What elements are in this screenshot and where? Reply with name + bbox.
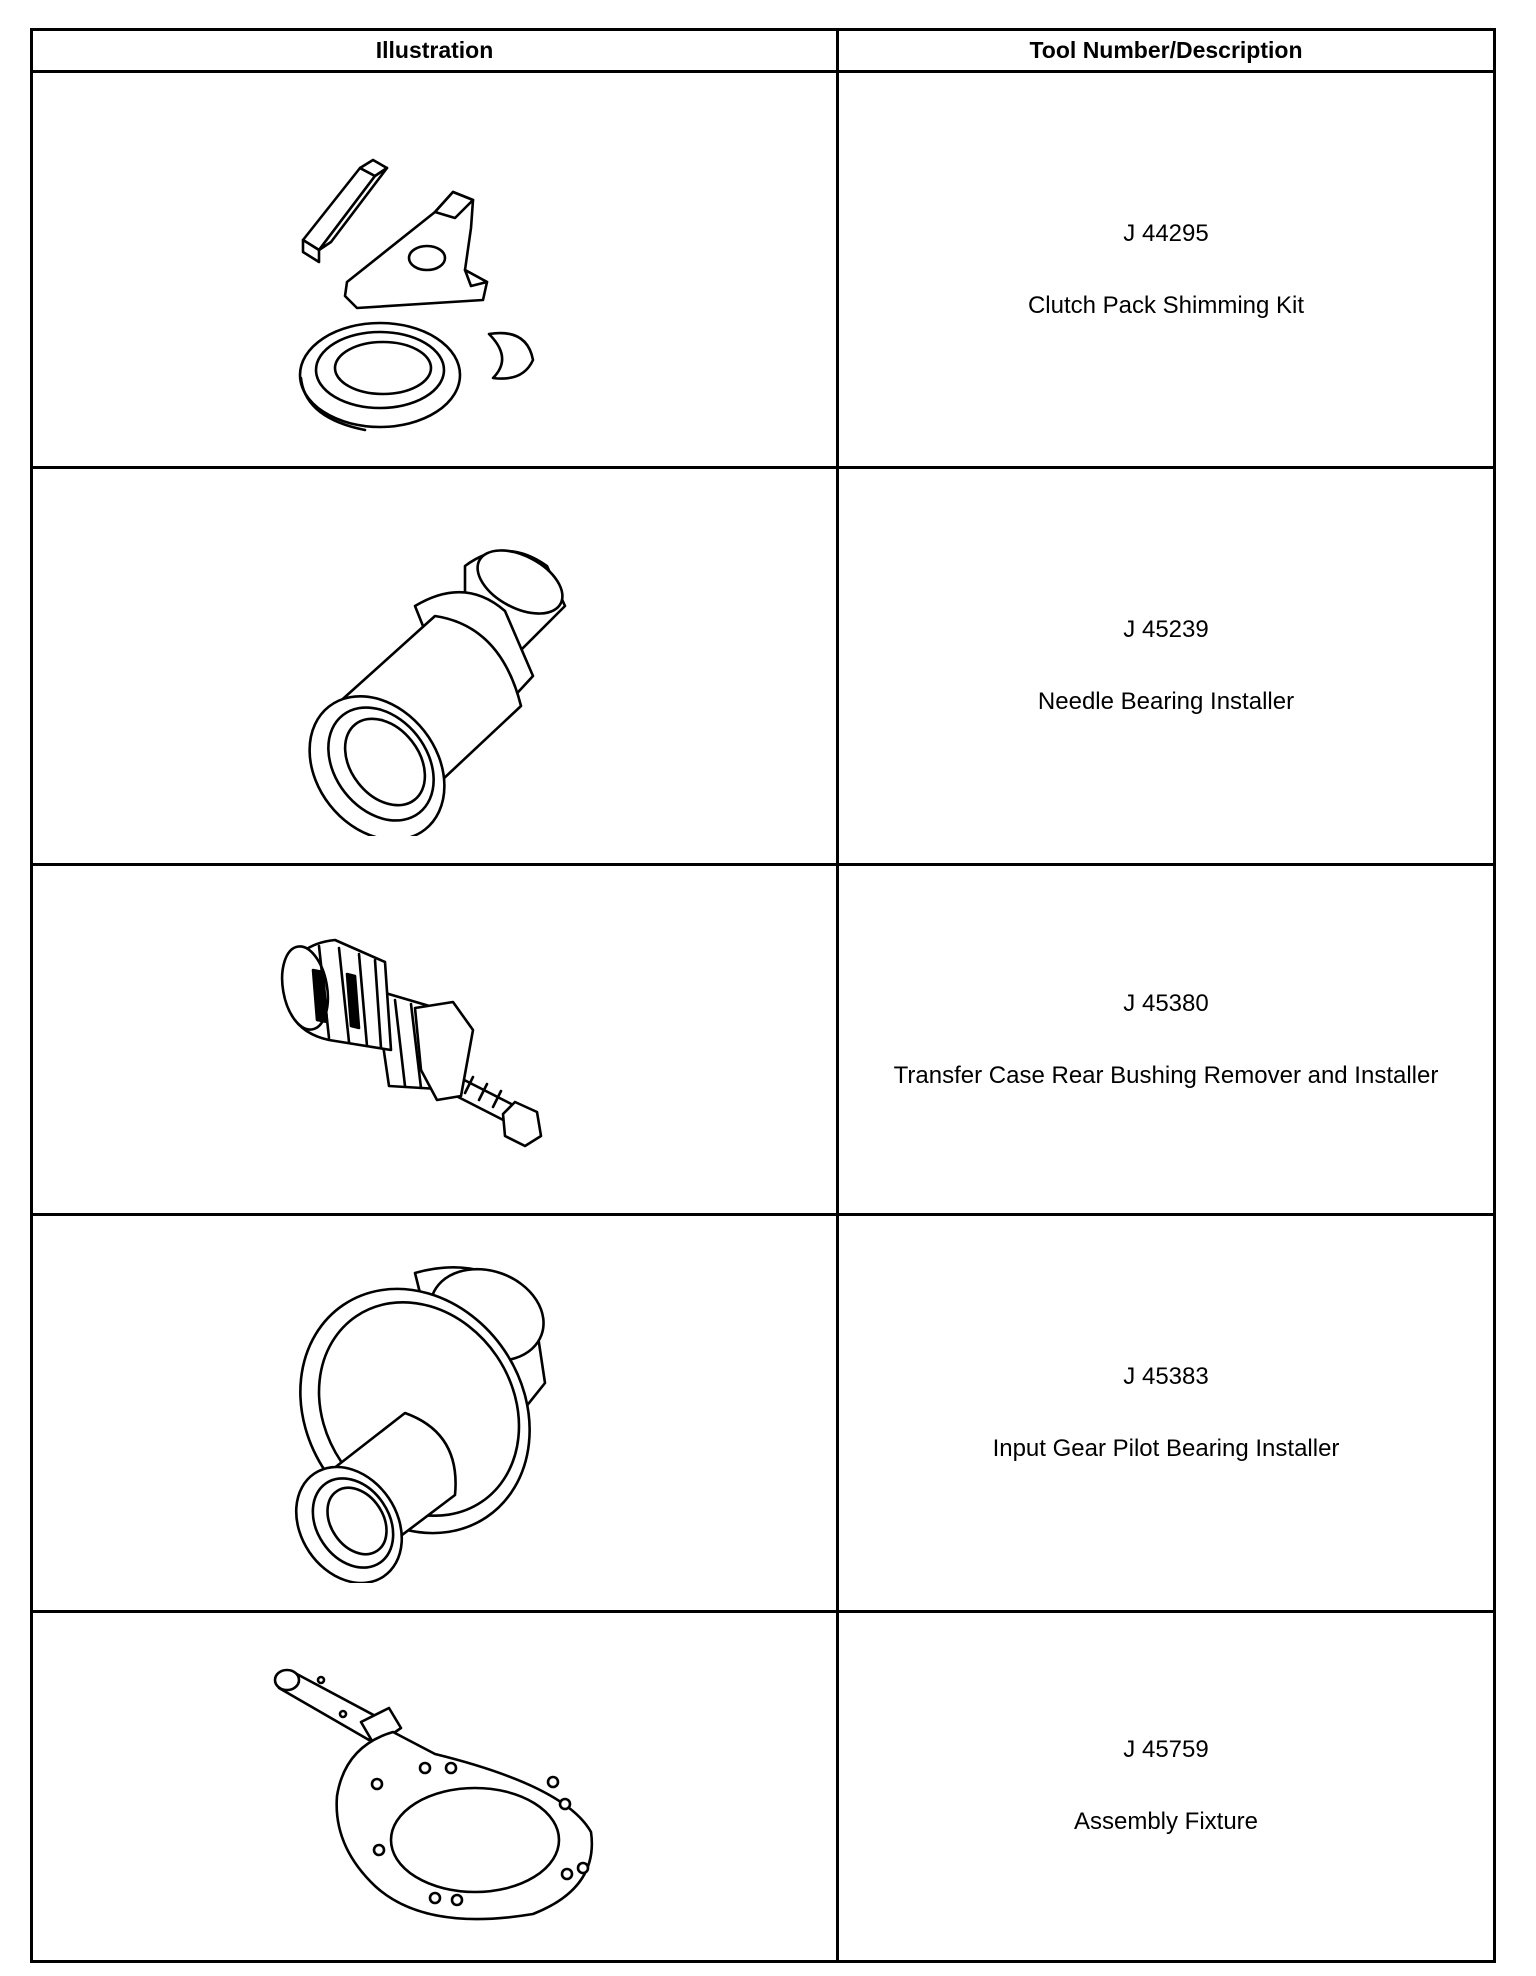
header-row — [32, 30, 1495, 72]
tool-description: Needle Bearing Installer — [1037, 688, 1295, 716]
illustration-header: Illustration — [32, 30, 838, 72]
tool-header: Tool Number/Description — [838, 30, 1495, 72]
table-row — [32, 864, 1495, 1214]
tool-number: J 45239 — [1123, 616, 1209, 644]
table-row — [32, 1611, 1495, 1961]
table-row — [32, 1215, 1495, 1611]
tool-description: Clutch Pack Shimming Kit — [1027, 291, 1305, 319]
bushing-remover-installer-icon — [265, 890, 605, 1190]
tool-description: Transfer Case Rear Bushing Remover and Installer — [893, 1061, 1439, 1089]
tool-description: Input Gear Pilot Bearing Installer — [992, 1434, 1340, 1462]
tool-cell — [838, 1215, 1495, 1611]
tool-cell — [838, 1611, 1495, 1961]
illustration-cell — [32, 468, 838, 864]
tool-number: J 45380 — [1123, 989, 1209, 1017]
special-tools-table — [30, 28, 1496, 1963]
illustration-cell — [32, 864, 838, 1214]
tool-cell — [838, 468, 1495, 864]
tool-number: J 45759 — [1123, 1736, 1209, 1764]
illustration-cell — [32, 1215, 838, 1611]
tool-description: Assembly Fixture — [1073, 1808, 1259, 1836]
tool-number: J 45383 — [1123, 1362, 1209, 1390]
tool-number: J 44295 — [1123, 219, 1209, 247]
table-row — [32, 468, 1495, 864]
tool-cell — [838, 72, 1495, 468]
pilot-bearing-installer-icon — [265, 1243, 605, 1583]
illustration-cell — [32, 72, 838, 468]
needle-bearing-installer-icon — [265, 496, 605, 836]
tool-cell — [838, 864, 1495, 1214]
illustration-cell — [32, 1611, 838, 1961]
assembly-fixture-icon — [265, 1636, 605, 1936]
table-row — [32, 72, 1495, 468]
clutch-pack-shimming-kit-icon — [265, 100, 605, 440]
